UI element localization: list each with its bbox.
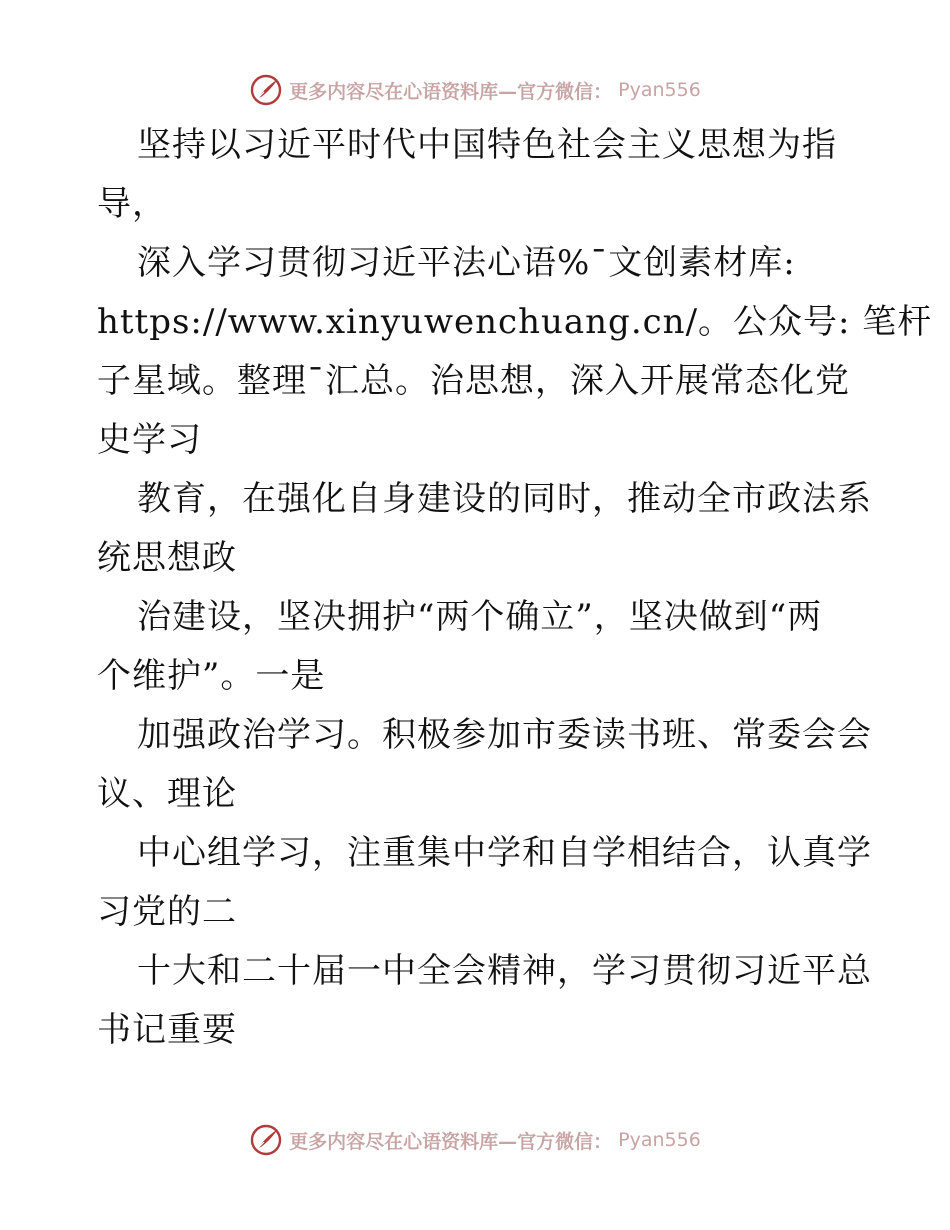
body-line: 统思想政 [97,538,237,578]
body-line: 加强政治学习。积极参加市委读书班、常委会会 [137,715,872,755]
body-line: 十大和二十届一中全会精神，学习贯彻习近平总 [137,951,872,991]
body-line: 个维护”。一是 [97,656,326,696]
body-line: 子星域。整理¯汇总。治思想，深入开展常态化党 [97,361,850,401]
footer-banner-wechat-id: Pyan556 [618,1129,701,1151]
footer-watermark-banner [0,1120,950,1160]
body-line: 教育，在强化自身建设的同时，推动全市政法系 [137,479,872,519]
feather-pen-circle-icon [249,73,283,107]
footer-banner-text: 更多内容尽在心语资料库—官方微信： [289,1130,613,1153]
body-line: 治建设，坚决拥护“两个确立”，坚决做到“两 [137,597,823,637]
body-line: 习党的二 [97,892,237,932]
body-line: 深入学习贯彻习近平法心语%¯文创素材库: [137,243,796,283]
feather-pen-circle-icon [249,1123,283,1157]
body-line: 坚持以习近平时代中国特色社会主义思想为指 [137,125,837,165]
body-line: 书记重要 [97,1010,237,1050]
body-line: 议、理论 [97,774,237,814]
body-line: 史学习 [97,420,202,460]
body-line: 导， [97,184,167,224]
body-line: 中心组学习，注重集中学和自学相结合，认真学 [137,833,872,873]
body-line: https://www.xinyuwenchuang.cn/。公众号: 笔杆 [97,302,933,342]
header-banner-text: 更多内容尽在心语资料库—官方微信： [289,80,613,103]
header-watermark-banner [0,70,950,110]
header-banner-wechat-id: Pyan556 [618,79,701,101]
document-body [97,116,933,1060]
